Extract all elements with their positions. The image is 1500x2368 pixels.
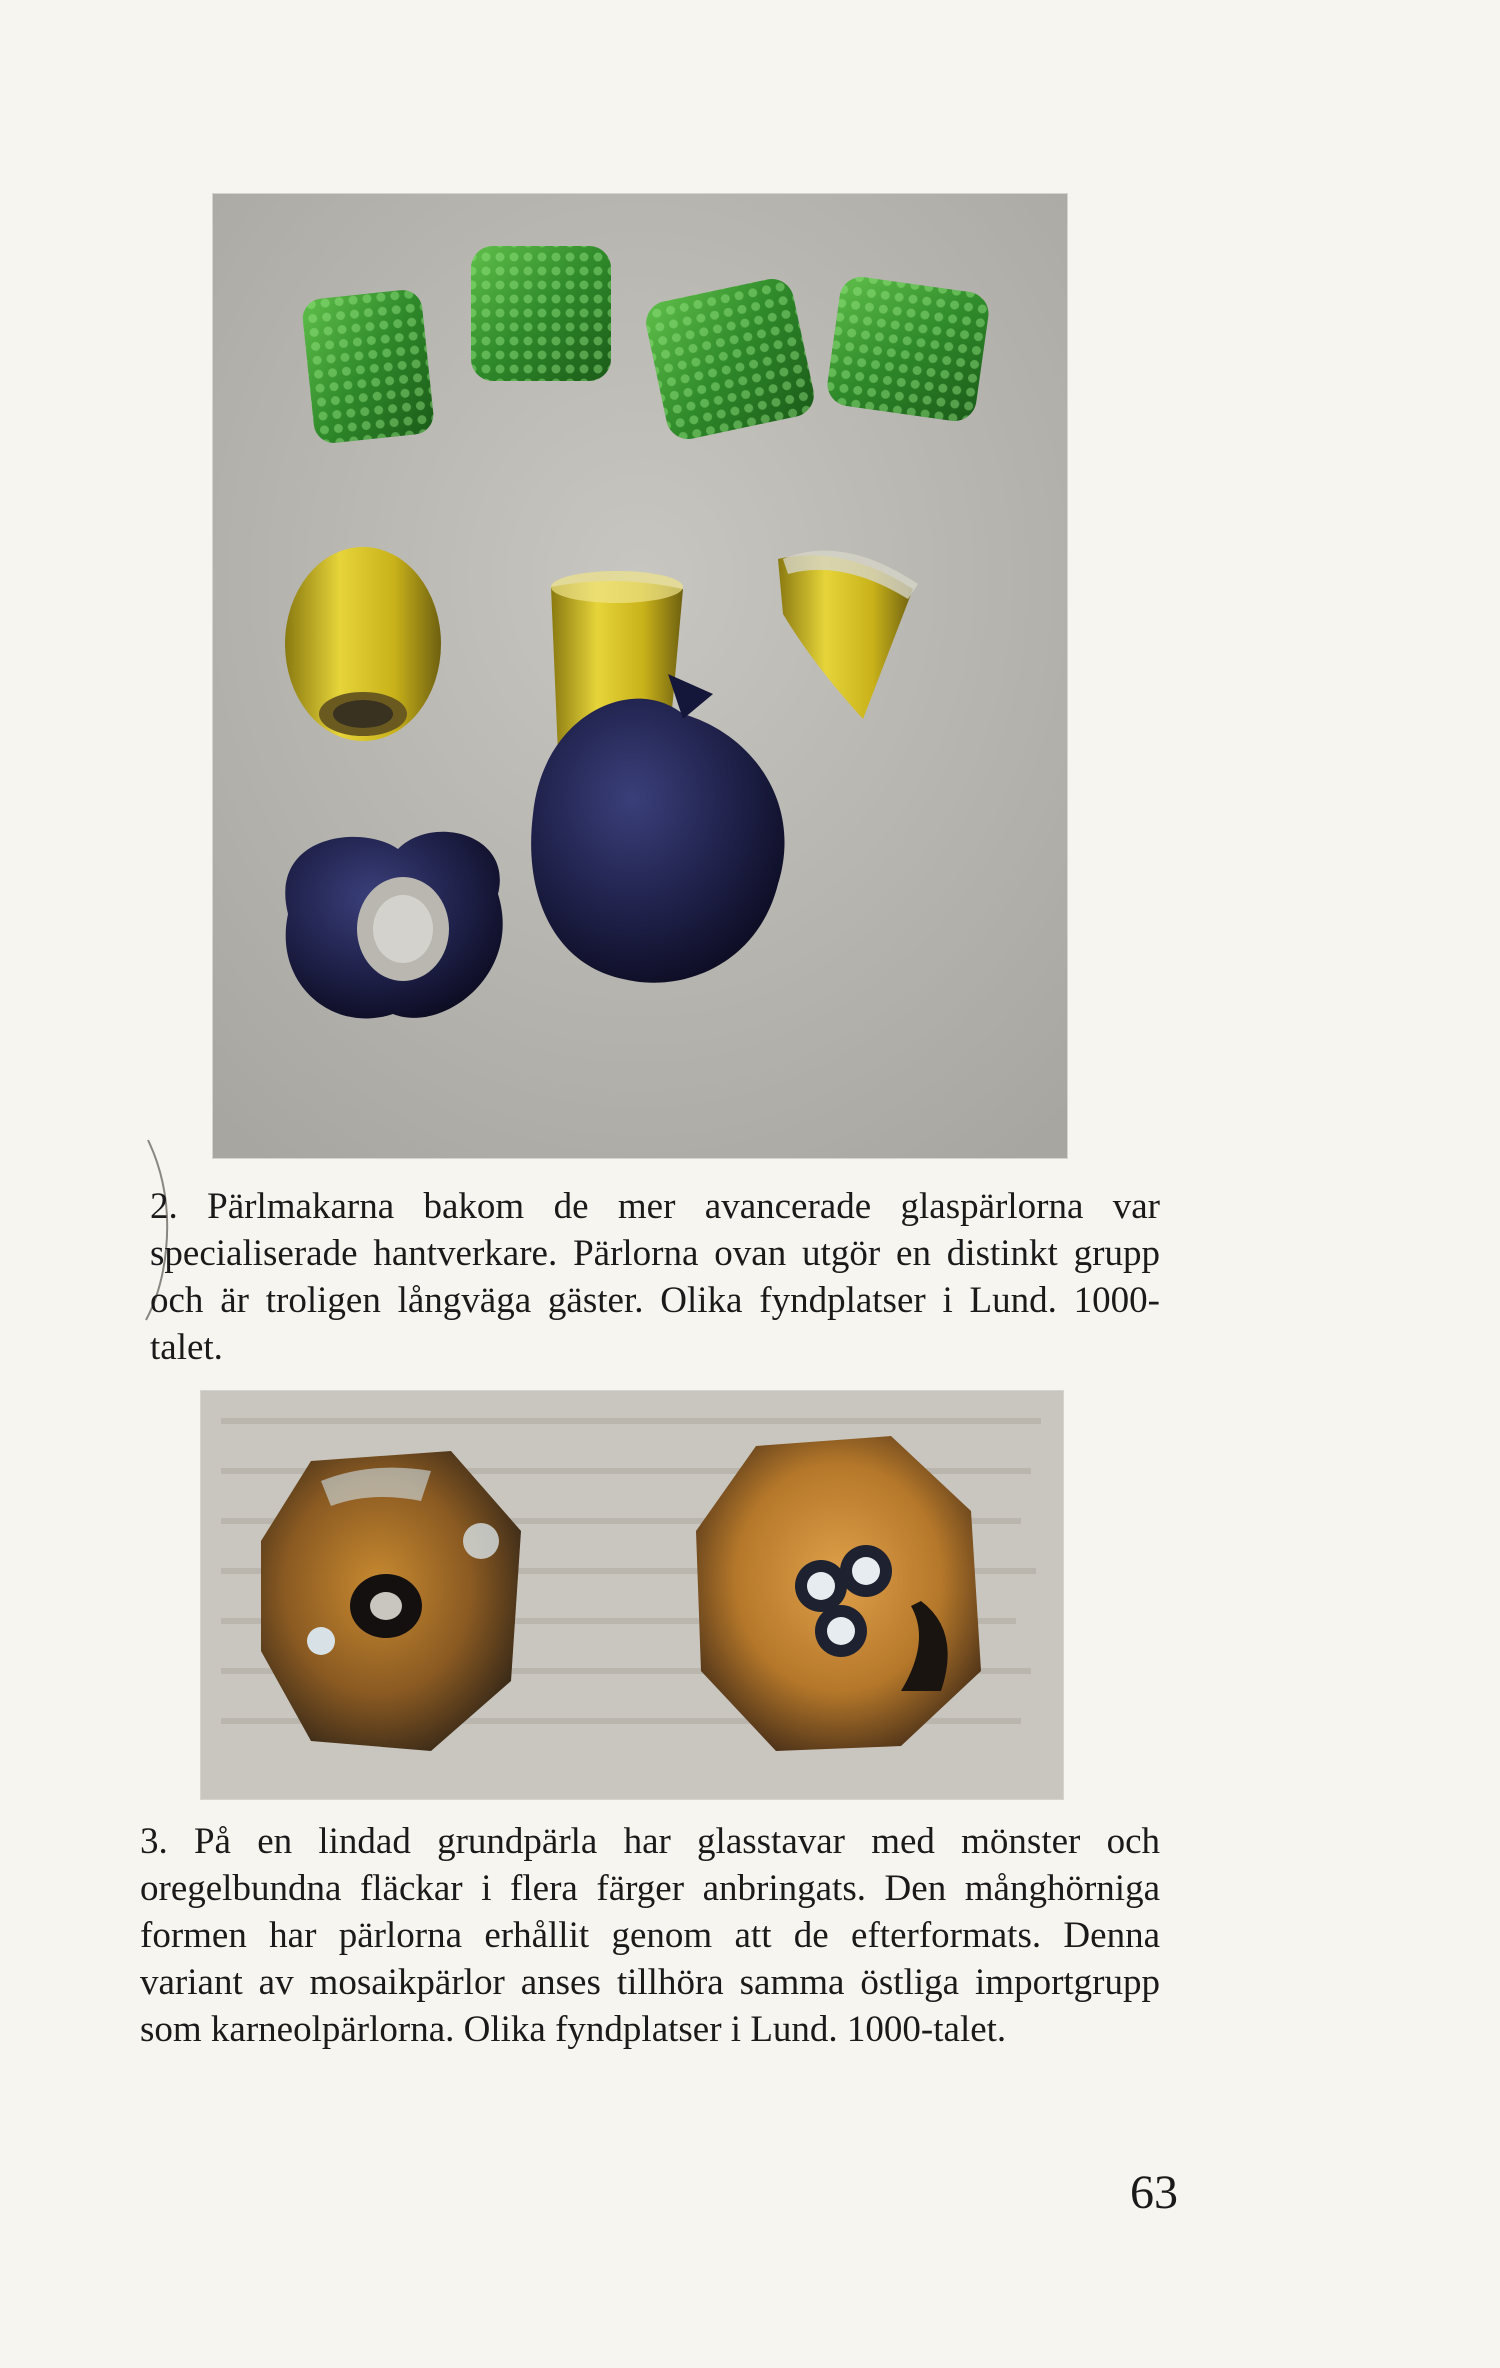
caption-text: På en lindad grundpärla har glasstavar med mönster och oregelbundna fläckar i flera färger anbringats. Den månghörniga formen har pärlorna erhållit genom att de efterformats. Denna variant av mosaikpärlor anses tillhöra samma östliga importgrupp som karneolpärlorna. Olika fyndplatser i Lund. 1000-talet. bbox=[140, 1821, 1161, 2050]
mosaic-bead-2 bbox=[696, 1436, 981, 1751]
green-bead-1 bbox=[301, 288, 435, 445]
caption-number: 3. bbox=[140, 1821, 168, 1862]
green-bead-2 bbox=[471, 246, 611, 381]
mosaic-bead-1 bbox=[261, 1451, 521, 1751]
gold-bead-1 bbox=[285, 547, 441, 741]
mosaic-beads-illustration bbox=[201, 1391, 1063, 1799]
caption-number: 2. bbox=[150, 1186, 178, 1227]
blue-trefoil-bead bbox=[285, 832, 502, 1019]
glass-beads-illustration bbox=[213, 194, 1067, 1158]
mosaic-beads-photo bbox=[200, 1390, 1064, 1800]
green-bead-4 bbox=[825, 274, 992, 424]
caption-figure-3 bbox=[140, 1818, 1160, 2053]
caption-figure-2 bbox=[150, 1183, 1160, 1371]
page-number: 63 bbox=[1130, 2166, 1178, 2219]
glass-beads-photo bbox=[212, 193, 1068, 1159]
caption-text: Pärlmakarna bakom de mer avancerade glaspärlorna var specialiserade hantverkare. Pärlorna ovan utgör en distinkt grupp och är troligen långväga gäster. Olika fyndplatser i Lund. 1000-talet. bbox=[150, 1186, 1161, 1368]
